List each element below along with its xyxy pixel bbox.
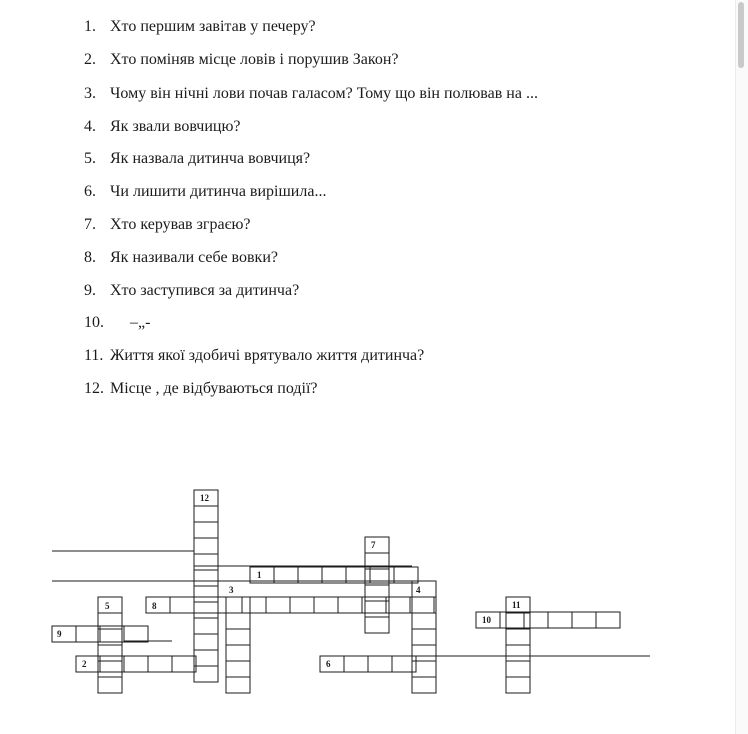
- crossword-cell: [362, 597, 386, 613]
- crossword-cell: [596, 612, 620, 628]
- question-text: Чи лишити дитинча вирішила...: [110, 183, 327, 200]
- crossword-cell: [572, 612, 596, 628]
- crossword-cell: [194, 522, 218, 538]
- crossword-cell: [412, 629, 436, 645]
- crossword-cell: [98, 661, 122, 677]
- crossword-cell: [226, 629, 250, 645]
- crossword-cell: [98, 645, 122, 661]
- question-text: Як назвала дитинча вовчиця?: [110, 150, 311, 167]
- crossword-cell: [218, 597, 242, 613]
- question-text: Місце , де відбуваються події?: [110, 380, 318, 397]
- clue-number: 9: [57, 629, 62, 639]
- question-text: Чому він нічні лови почав галасом? Тому що він полював на ...: [110, 85, 538, 102]
- crossword-cell: [76, 656, 100, 672]
- crossword-cell: [412, 677, 436, 693]
- crossword-cell: [98, 629, 122, 645]
- question-number: 12.: [84, 380, 104, 397]
- crossword-cell: [242, 597, 266, 613]
- question-number: 3.: [84, 85, 96, 102]
- clue-number: 10: [482, 615, 491, 625]
- crossword-cell: [170, 597, 194, 613]
- crossword-cell: [506, 613, 530, 629]
- clue-number: 11: [512, 600, 521, 610]
- crossword-cell: [386, 597, 410, 613]
- crossword-cell: [194, 618, 218, 634]
- crossword-cell: [226, 661, 250, 677]
- crossword-cell: [344, 656, 368, 672]
- crossword-cell: [410, 597, 434, 613]
- crossword-cell: [52, 626, 76, 642]
- crossword-cell: [365, 585, 389, 601]
- crossword-cell: [338, 597, 362, 613]
- question-number: 10.: [84, 314, 104, 331]
- question-number: 11.: [84, 347, 104, 364]
- crossword-cell: [506, 677, 530, 693]
- clue-number: 2: [82, 659, 87, 669]
- crossword-cell: [506, 661, 530, 677]
- crossword-cell: [124, 656, 148, 672]
- crossword-cell: [500, 612, 524, 628]
- crossword-cell: [194, 650, 218, 666]
- question-number: 1.: [84, 18, 96, 35]
- crossword-cell: [98, 613, 122, 629]
- question-text: Як називали себе вовки?: [110, 249, 278, 266]
- crossword-cell: [266, 597, 290, 613]
- question-number: 7.: [84, 216, 96, 233]
- clue-number: 8: [152, 601, 157, 611]
- scrollbar-track[interactable]: [735, 0, 748, 734]
- crossword-cell: [194, 538, 218, 554]
- crossword-cell: [226, 645, 250, 661]
- question-number: 8.: [84, 249, 96, 266]
- crossword-cell: [524, 612, 548, 628]
- crossword-cell: [100, 626, 124, 642]
- crossword-cell: [506, 629, 530, 645]
- clue-number: 7: [371, 540, 376, 550]
- crossword-cell: [412, 597, 436, 613]
- crossword-cell: [124, 626, 148, 642]
- crossword-cell: [226, 597, 250, 613]
- question-number: 4.: [84, 118, 96, 135]
- question-text: Як звали вовчицю?: [110, 118, 241, 135]
- question-text: –„-: [130, 314, 151, 331]
- crossword-cell: [365, 601, 389, 617]
- question-text: Життя якої здобичі врятувало життя дитинча?: [110, 347, 425, 364]
- question-number: 2.: [84, 51, 96, 68]
- question-text: Хто керував зграєю?: [110, 216, 251, 233]
- question-text: Хто заступився за дитинча?: [110, 282, 300, 299]
- crossword-cell: [194, 586, 218, 602]
- crossword-cell: [98, 677, 122, 693]
- crossword-cell: [194, 570, 218, 586]
- clue-number: 5: [105, 601, 110, 611]
- crossword-cell: [226, 613, 250, 629]
- crossword-cell: [194, 554, 218, 570]
- crossword-cell: [412, 613, 436, 629]
- crossword-cell: [226, 677, 250, 693]
- crossword-cell: [194, 634, 218, 650]
- scrollbar-thumb[interactable]: [738, 2, 744, 68]
- crossword-cell: [290, 597, 314, 613]
- clue-number: 1: [257, 570, 262, 580]
- crossword-cell: [365, 537, 389, 553]
- clue-number: 4: [416, 585, 421, 595]
- clue-number: 12: [200, 493, 209, 503]
- crossword-cell: [148, 656, 172, 672]
- crossword-cell: [146, 597, 170, 613]
- crossword-cell: [194, 666, 218, 682]
- question-number: 9.: [84, 282, 96, 299]
- crossword-cell: [76, 626, 100, 642]
- crossword-cell: [194, 597, 218, 613]
- question-text: Хто поміняв місце ловів і порушив Закон?: [110, 51, 399, 68]
- crossword-cell: [194, 602, 218, 618]
- crossword-cell: [172, 656, 196, 672]
- crossword-cell: [314, 597, 338, 613]
- crossword-cell: [194, 506, 218, 522]
- question-number: 5.: [84, 150, 96, 167]
- crossword-cell: [98, 597, 122, 613]
- crossword-cell: [368, 656, 392, 672]
- crossword-cell: [506, 645, 530, 661]
- clue-number: 3: [229, 585, 234, 595]
- question-text: Хто першим завітав у печеру?: [110, 18, 316, 35]
- crossword-cell: [548, 612, 572, 628]
- clue-number: 6: [326, 659, 331, 669]
- crossword-cell: [320, 656, 344, 672]
- question-number: 6.: [84, 183, 96, 200]
- crossword-cell: [100, 656, 124, 672]
- crossword-cell: [365, 617, 389, 633]
